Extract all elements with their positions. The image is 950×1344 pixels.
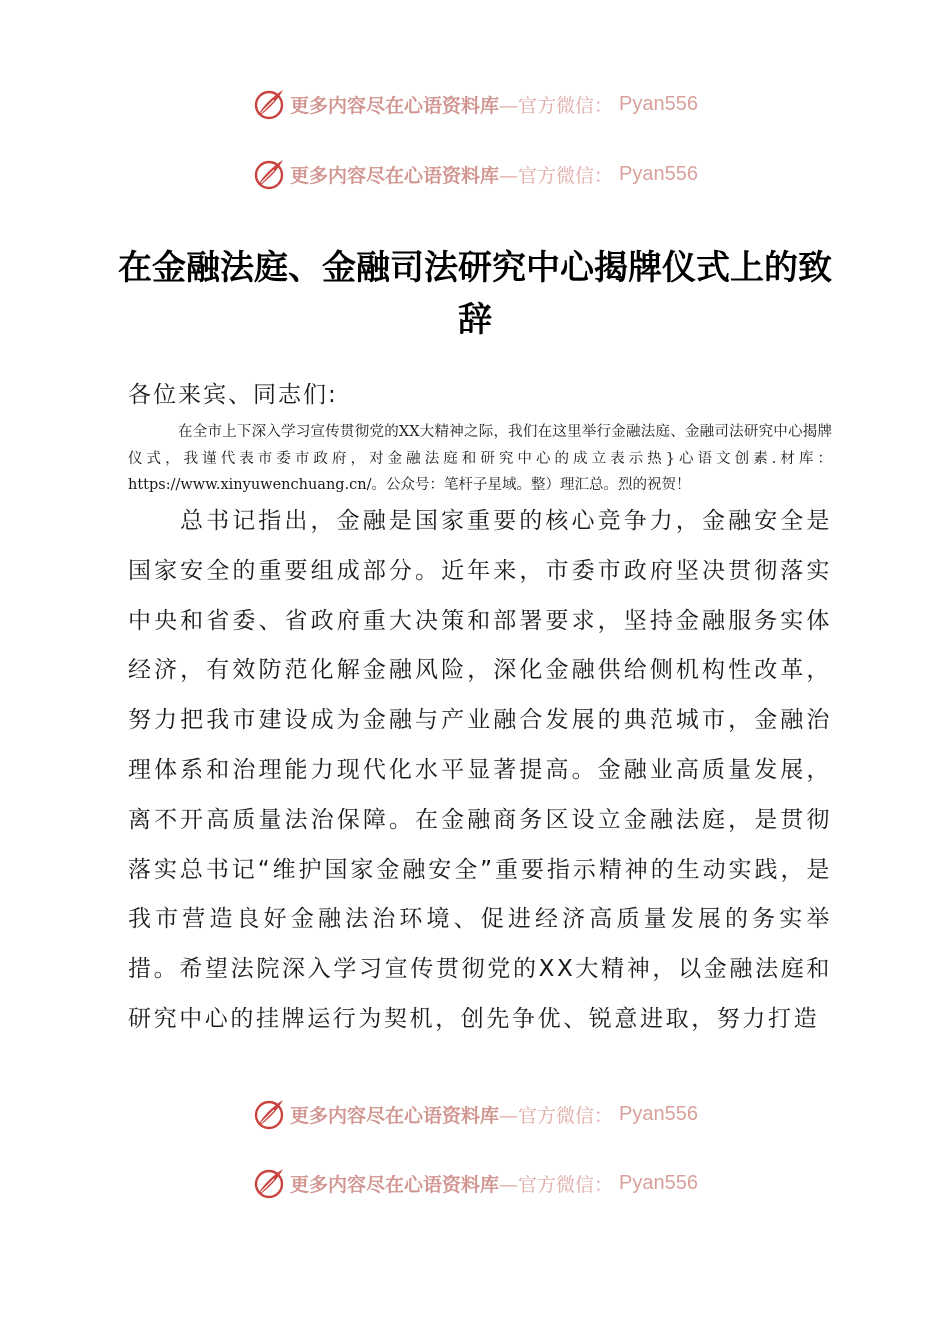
intro-paragraph: 在全市上下深入学习宣传贯彻党的XX大精神之际，我们在这里举行金融法庭、金融司法研究中心揭牌仪式，我谨代表市委市政府，对金融法庭和研究中心的成立表示热}心语文创素.材库：https://www.xinyuwenchuang.cn/。公众号：笔杆子星域。整）理汇总。烈的祝贺！ <box>128 424 832 493</box>
watermark-tail-text: —官方微信： <box>499 94 614 117</box>
watermark-tail-text: —官方微信： <box>499 1104 614 1127</box>
quill-pen-logo-icon <box>252 87 286 121</box>
quill-pen-logo-icon <box>252 1097 286 1131</box>
watermark-banner-bottom-2 <box>0 1161 950 1205</box>
watermark-wechat-id: Pyan556 <box>619 92 698 115</box>
watermark-main-text: 更多内容尽在心语资料库 <box>290 1173 500 1196</box>
watermark-main-text: 更多内容尽在心语资料库 <box>290 1104 500 1127</box>
quill-pen-logo-icon <box>252 157 286 191</box>
watermark-banner-top-1 <box>0 82 950 126</box>
document-title: 在金融法庭、金融司法研究中心揭牌仪式上的致辞 <box>118 248 832 340</box>
watermark-banner-bottom-1 <box>0 1092 950 1136</box>
watermark-banner-top-2 <box>0 152 950 196</box>
watermark-main-text: 更多内容尽在心语资料库 <box>290 164 500 187</box>
salutation: 各位来宾、同志们: <box>128 382 338 408</box>
quill-pen-logo-icon <box>252 1166 286 1200</box>
body-paragraph: 总书记指出，金融是国家重要的核心竞争力，金融安全是国家安全的重要组成部分。近年来，市委市政府坚决贯彻落实中央和省委、省政府重大决策和部署要求，坚持金融服务实体经济，有效防范化解金融风险，深化金融供给侧机构性改革，努力把我市建设成为金融与产业融合发展的典范城市，金融治理体系和治理能力现代化水平显著提高。金融业高质量发展，离不开高质量法治保障。在金融商务区设立金融法庭，是贯彻落实总书记“维护国家金融安全”重要指示精神的生动实践，是我市营造良好金融法治环境、促进经济高质量发展的务实举措。希望法院深入学习宣传贯彻党的XX大精神，以金融法庭和研究中心的挂牌运行为契机，创先争优、锐意进取，努力打造 <box>128 508 832 1032</box>
watermark-wechat-id: Pyan556 <box>619 162 698 185</box>
watermark-tail-text: —官方微信： <box>499 164 614 187</box>
watermark-main-text: 更多内容尽在心语资料库 <box>290 94 500 117</box>
watermark-wechat-id: Pyan556 <box>619 1171 698 1194</box>
watermark-wechat-id: Pyan556 <box>619 1102 698 1125</box>
watermark-tail-text: —官方微信： <box>499 1173 614 1196</box>
